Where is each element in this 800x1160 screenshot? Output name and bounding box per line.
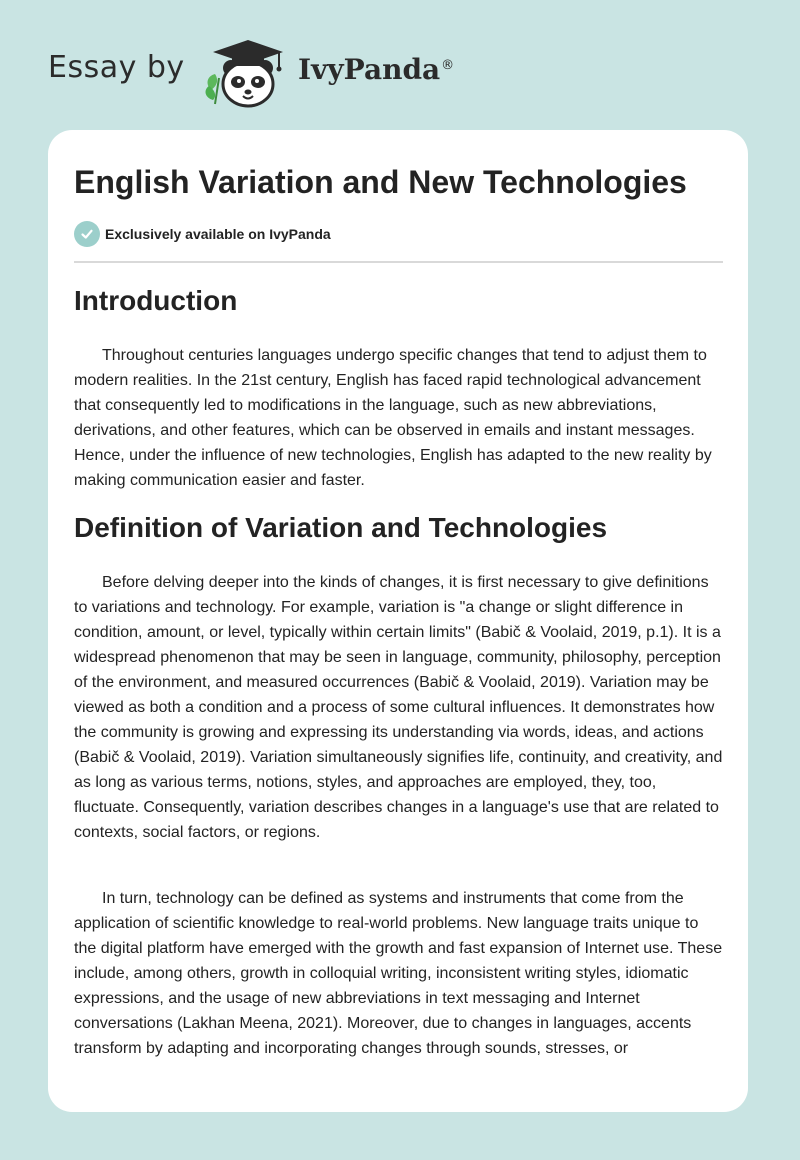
paragraph: In turn, technology can be defined as systems and instruments that come from the application of scientific knowledge to real-world problems. New language traits unique to the digital platform have emerged with the growth and fast expansion of Internet use. These include, among others, growth in colloquial writing, inconsistent writing styles, idiomatic expressions, and the usage of new abbreviations in text messaging and Internet conversations (Lakhan Meena, 2021). Moreover, due to changes in languages, accents transform by adapting and incorporating changes through sounds, stresses, or xyxy=(74,890,723,1057)
brand-name: IvyPanda® xyxy=(298,53,455,86)
exclusive-badge xyxy=(74,221,331,247)
paragraph: Throughout centuries languages undergo specific changes that tend to adjust them to modern realities. In the 21st century, English has faced rapid technological advancement that consequently led to modifications in the language, such as new abbreviations, derivations, and other features, which can be observed in emails and instant messages. Hence, under the influence of new technologies, English has adapted to the new reality by making communication easier and faster. xyxy=(74,347,712,489)
paragraph: Before delving deeper into the kinds of changes, it is first necessary to give definitions to variations and technology. For example, variation is "a change or slight difference in condition, amount, or level, typically within certain limits" (Babič & Voolaid, 2019, p.1). It is a widespread phenomenon that may be seen in language, community, philosophy, perception of the environment, and measured occurrences (Babič & Voolaid, 2019). Variation may be viewed as both a condition and a process of some cultural influences. It demonstrates how the community is growing and expressing its understanding via words, ideas, and actions (Babič & Voolaid, 2019). Variation simultaneously signifies life, continuity, and creativity, and as long as various terms, notions, styles, and approaches are employed, they, too, fluctuate. Consequently, variation describes changes in a language's use that are related to contexts, social factors, or regions. xyxy=(74,574,723,841)
essay-card xyxy=(48,130,748,1112)
badge-text: Exclusively available on IvyPanda xyxy=(105,226,331,242)
brand-header[interactable] xyxy=(48,34,528,114)
section-heading-introduction: Introduction xyxy=(74,285,238,316)
section-heading-definition: Definition of Variation and Technologies xyxy=(74,512,608,543)
brand-prefix: Essay by xyxy=(48,50,185,85)
page-title: English Variation and New Technologies xyxy=(74,164,687,200)
divider xyxy=(74,261,723,263)
registered-mark: ® xyxy=(441,57,455,73)
check-circle-icon xyxy=(74,221,100,247)
panda-graduate-icon xyxy=(201,34,291,110)
